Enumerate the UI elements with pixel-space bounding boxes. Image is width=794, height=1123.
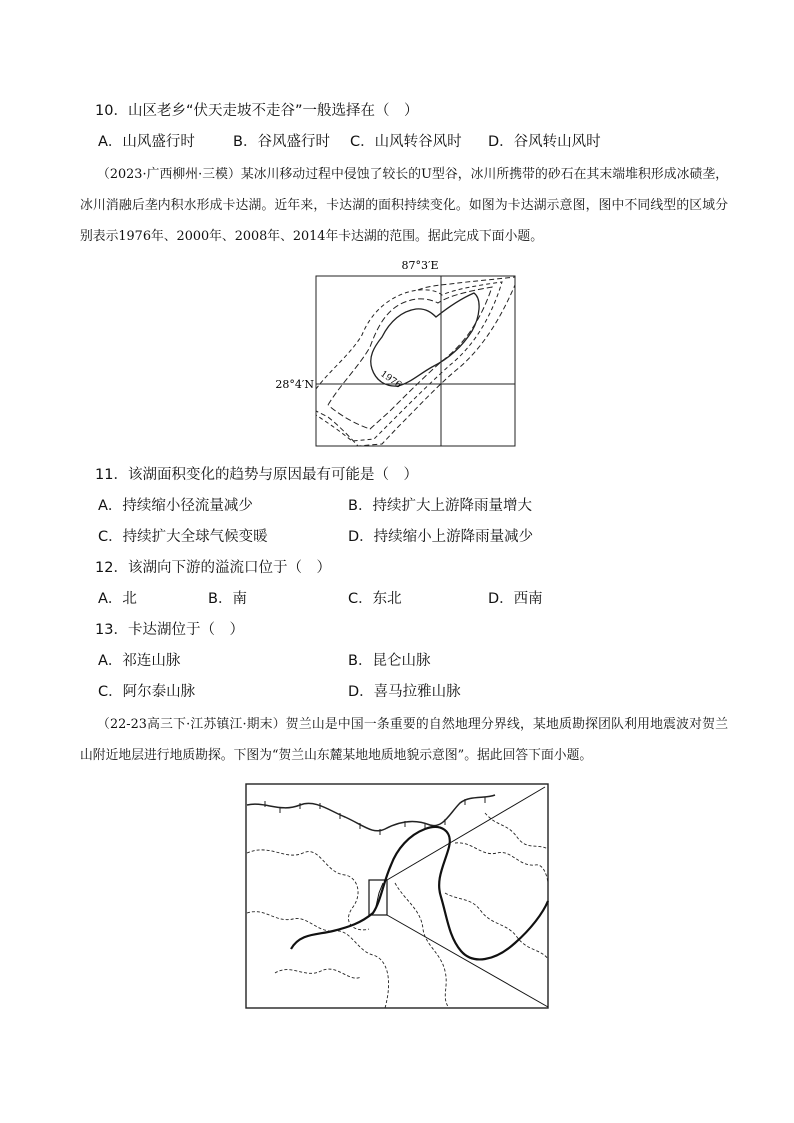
q12-option-d: D．西南: [488, 591, 543, 607]
helan-mountain-map: [245, 783, 550, 1011]
county-boundary: [247, 912, 389, 1008]
kada-lake-map: [270, 255, 520, 450]
boundary-line: [247, 795, 495, 831]
q10-option-d: D．谷风转山风时: [488, 134, 601, 150]
latitude-label: 28°4′N: [275, 378, 314, 391]
question-13-stem: 13．卡达湖位于（ ）: [95, 622, 244, 638]
map-frame: [316, 276, 515, 446]
q12-option-a: A．北: [98, 591, 137, 607]
q12-option-b: B．南: [208, 591, 247, 607]
county-boundary: [455, 843, 548, 883]
q11-option-b: B．持续扩大上游降雨量增大: [348, 498, 532, 514]
passage-kada-lake: （2023·广西柳州·三模）某冰川移动过程中侵蚀了较长的U型谷，冰川所携带的砂石在其末端堆积形成冰碛垄，冰川消融后垄内积水形成卡达湖。近年来，卡达湖的面积持续变化。如图为卡达湖示意图，图中不同线型的区域分别表示1976年、2000年、2008年、2014年卡达湖的范围。据此完成下面小题。: [80, 167, 728, 244]
q13-option-a: A．祁连山脉: [98, 653, 181, 669]
county-boundary: [247, 850, 369, 930]
q13-option-c: C．阿尔泰山脉: [98, 684, 196, 700]
q11-option-a: A．持续缩小径流量减少: [98, 498, 253, 514]
q10-option-c: C．山风转谷风时: [350, 134, 462, 150]
year-1976-label: 1976: [378, 369, 403, 391]
question-11-stem: 11．该湖面积变化的趋势与原因最有可能是（ ）: [95, 467, 418, 483]
q13-option-b: B．昆仑山脉: [348, 653, 431, 669]
county-boundary: [485, 813, 548, 849]
q11-option-d: D．持续缩小上游降雨量减少: [348, 529, 534, 545]
lake-extent-2014: [316, 277, 515, 446]
passage-helan-mountain: （22-23高三下·江苏镇江·期末）贺兰山是中国一条重要的自然地理分界线，某地质勘探团队利用地震波对贺兰山附近地层进行地质勘探。下图为“贺兰山东麓某地地质地貌示意图”。据此回答下面小题。: [80, 717, 728, 763]
q13-option-d: D．喜马拉雅山脉: [348, 684, 461, 700]
boundary-ticks: [265, 797, 485, 835]
longitude-label: 87°3′E: [401, 259, 439, 272]
projection-line: [387, 787, 545, 880]
yellow-river: [291, 827, 548, 959]
question-10-stem: 10．山区老乡“伏天走坡不走谷”一般选择在（ ）: [95, 103, 419, 119]
q11-option-c: C．持续扩大全球气候变暖: [98, 529, 268, 545]
projection-line: [387, 915, 548, 1007]
q10-option-b: B．谷风盛行时: [233, 134, 330, 150]
q12-option-c: C．东北: [348, 591, 402, 607]
lake-extent-2000: [328, 287, 492, 429]
lake-extent-2008: [316, 282, 502, 441]
q10-option-a: A．山风盛行时: [98, 134, 195, 150]
question-12-stem: 12．该湖向下游的溢流口位于（ ）: [95, 560, 331, 576]
county-boundary: [275, 969, 361, 978]
map-frame: [246, 784, 548, 1008]
